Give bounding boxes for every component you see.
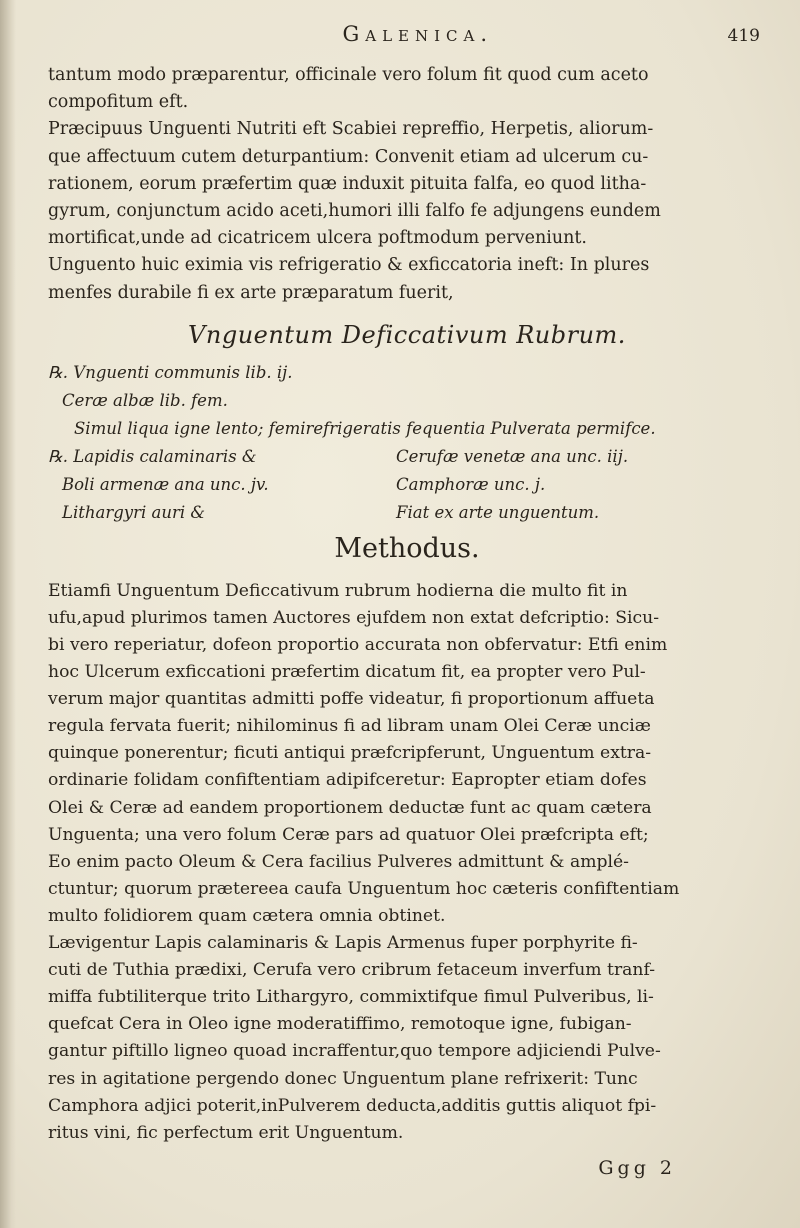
- text-line: regula fervata fuerit; nihilominus fi ad libram unam Olei Ceræ unciæ: [48, 716, 651, 737]
- text-line: Camphora adjici poterit,inPulverem deducta,additis guttis aliquot fpi-: [48, 1095, 657, 1116]
- page-edge-shadow: [0, 0, 16, 1228]
- text-line: que affectuum cutem deturpantium: Convenit etiam ad ulcerum cu-: [48, 146, 649, 167]
- recipe-line: ℞. Vnguenti communis lib. ij.: [48, 362, 293, 382]
- text-line: compofitum eft.: [48, 92, 189, 113]
- text-line: ufu,apud plurimos tamen Auctores ejufdem non extat defcriptio: Sicu-: [48, 607, 660, 628]
- text-line: gantur piftillo ligneo quoad incraffentur,quo tempore adjiciendi Pulve-: [48, 1041, 661, 1062]
- recipe-instruction: Simul liqua igne lento; femirefrigeratis fequentia Pulverata permifce.: [74, 418, 656, 438]
- method-heading: Methodus.: [334, 532, 480, 564]
- text-line: bi vero reperiatur, dofeon proportio accurata non obfervatur: Etfi enim: [48, 635, 668, 656]
- text-line: miffa fubtiliterque trito Lithargyro, commixtifque fimul Pulveribus, li-: [48, 987, 654, 1008]
- ingredient-right: Camphoræ unc. j.: [396, 474, 546, 494]
- ingredient-left: Lithargyri auri &: [62, 502, 206, 522]
- recipe-line: Ceræ albæ lib. fem.: [62, 390, 228, 410]
- catchword: Ggg 2: [598, 1156, 676, 1179]
- ingredient-right: Fiat ex arte unguentum.: [396, 502, 600, 522]
- text-line: ctuntur; quorum prætereea caufa Unguentum hoc cæteris confiftentiam: [48, 878, 680, 899]
- page-header: [48, 22, 766, 62]
- recipe-block: [48, 359, 766, 443]
- text-line: ordinarie folidam confiftentiam adipifceretur: Eapropter etiam dofes: [48, 770, 647, 791]
- intro-paragraph: [48, 62, 766, 307]
- text-line: verum major quantitas admitti poffe videatur, fi proportionum affueta: [48, 689, 655, 710]
- method-paragraph: [48, 578, 766, 1147]
- ingredient-right: Cerufæ venetæ ana unc. iij.: [396, 446, 629, 466]
- text-line: menfes durabile fi ex arte præparatum fuerit,: [48, 282, 454, 303]
- text-line: cuti de Tuthia prædixi, Cerufa vero cribrum fetaceum inverfum tranf-: [48, 960, 656, 981]
- text-line: tantum modo præparentur, officinale vero folum fit quod cum aceto: [48, 65, 649, 85]
- text-line: Eo enim pacto Oleum & Cera facilius Pulveres admittunt & amplé-: [48, 851, 629, 872]
- text-line: res in agitatione pergendo donec Unguentum plane refrixerit: Tunc: [48, 1068, 638, 1089]
- text-line: Unguenta; una vero folum Ceræ pars ad quatuor Olei præfcripta eft;: [48, 824, 649, 845]
- text-line: Præcipuus Unguenti Nutriti eft Scabiei repreffio, Herpetis, aliorum-: [48, 119, 654, 140]
- text-line: gyrum, conjunctum acido aceti,humori illi falfo fe adjungens eundem: [48, 201, 661, 222]
- text-line: quinque ponerentur; ficuti antiqui præfcripferunt, Unguentum extra-: [48, 743, 652, 764]
- text-line: Olei & Ceræ ad eandem proportionem deductæ funt ac quam cætera: [48, 797, 652, 818]
- text-line: Lævigentur Lapis calaminaris & Lapis Armenus fuper porphyrite fi-: [48, 933, 638, 954]
- text-line: multo folidiorem quam cætera omnia obtinet.: [48, 905, 446, 926]
- text-line: quefcat Cera in Oleo igne moderatiffimo, remotoque igne, fubigan-: [48, 1014, 632, 1035]
- text-line: Unguento huic eximia vis refrigeratio & exficcatoria ineft: In plures: [48, 255, 650, 276]
- recipe-title: Vnguentum Deficcativum Rubrum.: [188, 320, 626, 349]
- recipe-ingredients: [48, 443, 766, 527]
- text-line: rationem, eorum præfertim quæ induxit pituita falfa, eo quod litha-: [48, 173, 647, 194]
- text-line: Etiamfi Unguentum Deficcativum rubrum hodierna die multo fit in: [48, 580, 628, 601]
- ingredient-left: ℞. Lapidis calaminaris &: [48, 446, 257, 466]
- text-line: ritus vini, fic perfectum erit Unguentum.: [48, 1122, 404, 1143]
- page-number: 419: [727, 26, 760, 46]
- text-line: hoc Ulcerum exficcationi præfertim dicatum fit, ea propter vero Pul-: [48, 662, 646, 683]
- running-head: Galenica.: [342, 22, 494, 46]
- text-line: mortificat,unde ad cicatricem ulcera poftmodum perveniunt.: [48, 228, 587, 249]
- ingredient-left: Boli armenæ ana unc. jv.: [62, 474, 269, 494]
